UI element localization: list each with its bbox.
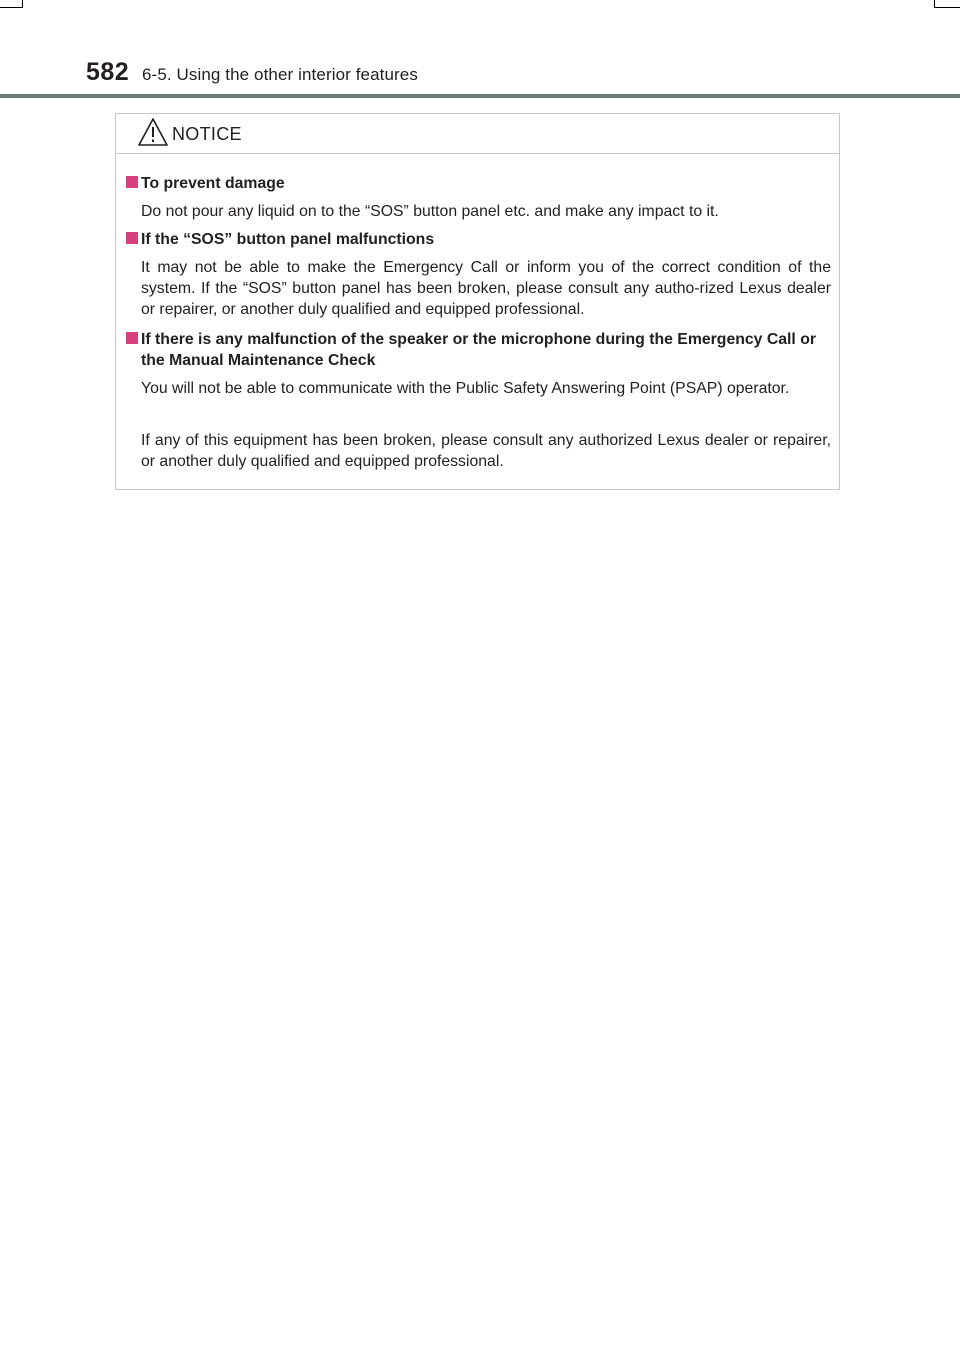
notice-label: NOTICE <box>172 124 242 144</box>
section-title: 6-5. Using the other interior features <box>142 65 418 84</box>
warning-triangle-icon <box>137 117 169 147</box>
square-bullet-icon <box>126 176 138 188</box>
page-number: 582 <box>86 58 130 86</box>
header-rule <box>0 94 960 98</box>
item-paragraph: Do not pour any liquid on to the “SOS” button panel etc. and make any impact to it. <box>141 203 719 220</box>
item-paragraph: You will not be able to communicate with the Public Safety Answering Point (PSAP) operator. <box>141 380 790 397</box>
notice-header <box>116 114 839 154</box>
item-paragraph: If any of this equipment has been broken, please consult any authorized Lexus dealer or repairer, or another duly qualified and equipped professional. <box>141 432 831 470</box>
notice-box <box>115 113 840 490</box>
item-heading-text: If there is any malfunction of the speaker or the microphone during the Emergency Call or the Manual Maintenance Check <box>141 331 817 369</box>
item-heading <box>126 329 838 371</box>
item-heading-text: To prevent damage <box>141 175 285 192</box>
page-header <box>0 0 960 100</box>
item-paragraph: It may not be able to make the Emergency Call or inform you of the correct condition of the system. If the “SOS” button panel has been broken, please consult any autho-rized Lexus dealer or repairer, or another duly qualified and equipped professional. <box>141 259 831 318</box>
square-bullet-icon <box>126 232 138 244</box>
square-bullet-icon <box>126 332 138 344</box>
item-heading <box>126 229 838 250</box>
item-heading <box>126 173 838 194</box>
item-heading-text: If the “SOS” button panel malfunctions <box>141 231 435 248</box>
